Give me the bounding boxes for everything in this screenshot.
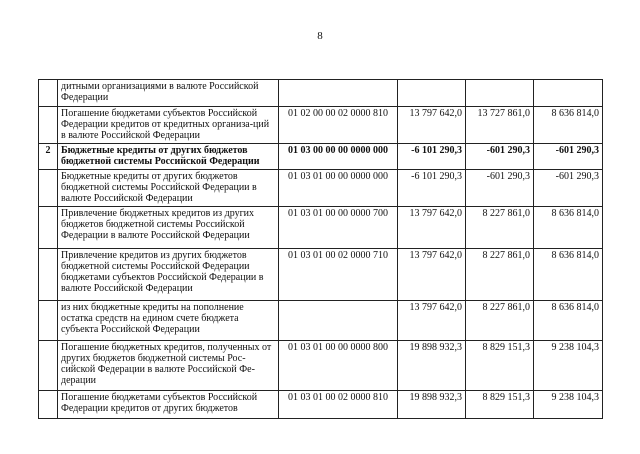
row-number — [39, 170, 58, 207]
row-value-3: 8 636 814,0 — [534, 301, 603, 341]
row-value-2 — [466, 80, 534, 107]
row-value-1: 13 797 642,0 — [398, 301, 466, 341]
table-row — [39, 207, 603, 249]
row-number — [39, 80, 58, 107]
table-row — [39, 301, 603, 341]
row-value-1: 13 797 642,0 — [398, 107, 466, 144]
row-code — [279, 80, 398, 107]
table-row — [39, 249, 603, 301]
row-value-3: -601 290,3 — [534, 144, 603, 170]
row-value-1: 19 898 932,3 — [398, 391, 466, 419]
row-value-2: -601 290,3 — [466, 170, 534, 207]
row-code: 01 02 00 00 02 0000 810 — [279, 107, 398, 144]
row-code — [279, 301, 398, 341]
row-number — [39, 207, 58, 249]
table-row — [39, 80, 603, 107]
row-value-3: 8 636 814,0 — [534, 207, 603, 249]
row-code: 01 03 01 00 02 0000 810 — [279, 391, 398, 419]
row-name: из них бюджетные кредиты на пополнение остатка средств на едином счете бюджета субъекта Российской Федерации — [58, 301, 279, 341]
row-name: Привлечение бюджетных кредитов из других бюджетов бюджетной системы Российской Федерации в валюте Российской Федерации — [58, 207, 279, 249]
row-value-1: 19 898 932,3 — [398, 341, 466, 391]
table-body — [39, 80, 603, 419]
row-value-2: 13 727 861,0 — [466, 107, 534, 144]
row-value-3: 9 238 104,3 — [534, 341, 603, 391]
row-number: 2 — [39, 144, 58, 170]
row-name: Погашение бюджетами субъектов Российской Федерации кредитов от кредитных организа-ций в валюте Российской Федерации — [58, 107, 279, 144]
row-code: 01 03 01 00 00 0000 800 — [279, 341, 398, 391]
row-value-3 — [534, 80, 603, 107]
row-number — [39, 301, 58, 341]
row-value-3: 8 636 814,0 — [534, 107, 603, 144]
row-value-2: 8 227 861,0 — [466, 207, 534, 249]
row-number — [39, 107, 58, 144]
row-number — [39, 341, 58, 391]
table-row — [39, 341, 603, 391]
row-value-1: -6 101 290,3 — [398, 170, 466, 207]
row-number — [39, 391, 58, 419]
row-value-2: 8 829 151,3 — [466, 341, 534, 391]
row-number — [39, 249, 58, 301]
row-value-1: 13 797 642,0 — [398, 249, 466, 301]
page-number: 8 — [317, 30, 323, 42]
row-value-2: 8 829 151,3 — [466, 391, 534, 419]
row-value-1: 13 797 642,0 — [398, 207, 466, 249]
row-value-2: 8 227 861,0 — [466, 301, 534, 341]
row-value-2: -601 290,3 — [466, 144, 534, 170]
table-row — [39, 170, 603, 207]
row-name: Погашение бюджетных кредитов, полученных от других бюджетов бюджетной системы Рос-сийской Федерации в валюте Российской Фе-дерации — [58, 341, 279, 391]
row-value-2: 8 227 861,0 — [466, 249, 534, 301]
row-code: 01 03 01 00 00 0000 700 — [279, 207, 398, 249]
row-name: Бюджетные кредиты от других бюджетов бюджетной системы Российской Федерации — [58, 144, 279, 170]
row-value-3: -601 290,3 — [534, 170, 603, 207]
table-row — [39, 144, 603, 170]
row-code: 01 03 00 00 00 0000 000 — [279, 144, 398, 170]
row-value-1: -6 101 290,3 — [398, 144, 466, 170]
table-row — [39, 107, 603, 144]
budget-sources-table — [38, 79, 603, 419]
row-code: 01 03 01 00 02 0000 710 — [279, 249, 398, 301]
row-name: Бюджетные кредиты от других бюджетов бюджетной системы Российской Федерации в валюте Российской Федерации — [58, 170, 279, 207]
row-value-1 — [398, 80, 466, 107]
row-name: Погашение бюджетами субъектов Российской Федерации кредитов от других бюджетов — [58, 391, 279, 419]
row-name: дитными организациями в валюте Российской Федерации — [58, 80, 279, 107]
row-value-3: 9 238 104,3 — [534, 391, 603, 419]
row-value-3: 8 636 814,0 — [534, 249, 603, 301]
row-name: Привлечение кредитов из других бюджетов бюджетной системы Российской Федерации бюджетами субъектов Российской Федерации в валюте Российской Федерации — [58, 249, 279, 301]
row-code: 01 03 01 00 00 0000 000 — [279, 170, 398, 207]
table-row — [39, 391, 603, 419]
